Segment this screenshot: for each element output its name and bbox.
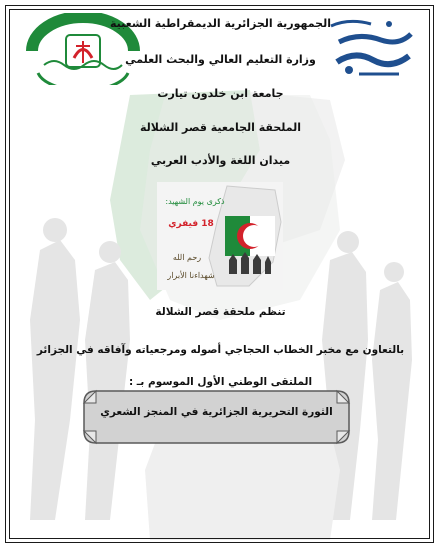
conference-theme: الثورة التحريرية الجزائرية في المنجز الشعري (100, 406, 333, 418)
university-title: جامعة ابن خلدون تيارت (157, 87, 284, 100)
organizer-line: تنظم ملحقة قصر الشلالة (155, 306, 286, 318)
ministry-title: وزارة التعليم العالي والبحث العلمي (125, 53, 316, 66)
republic-title: الجمهورية الجزائرية الديمقراطية الشعبية (110, 17, 331, 30)
event-intro-line: الملتقى الوطني الأول الموسوم بـ : (128, 376, 313, 388)
banner-date: 18 فيفري (168, 219, 214, 229)
partner-line: بالتعاون مع مخبر الخطاب الحجاجي أصوله ومرجعياته وآفاقه في الجزائر (36, 344, 405, 356)
banner-tribute-line-1: رحم الله (172, 253, 202, 262)
annex-title: الملحقة الجامعية قصر الشلالة (139, 121, 302, 134)
banner-tribute-line-2: شهداءنا الأبرار (167, 271, 215, 280)
martyrs-day-banner (157, 182, 283, 290)
field-title: ميدان اللغة والأدب العربي (150, 154, 291, 167)
banner-occasion: ذكرى يوم الشهيد: (165, 197, 225, 206)
